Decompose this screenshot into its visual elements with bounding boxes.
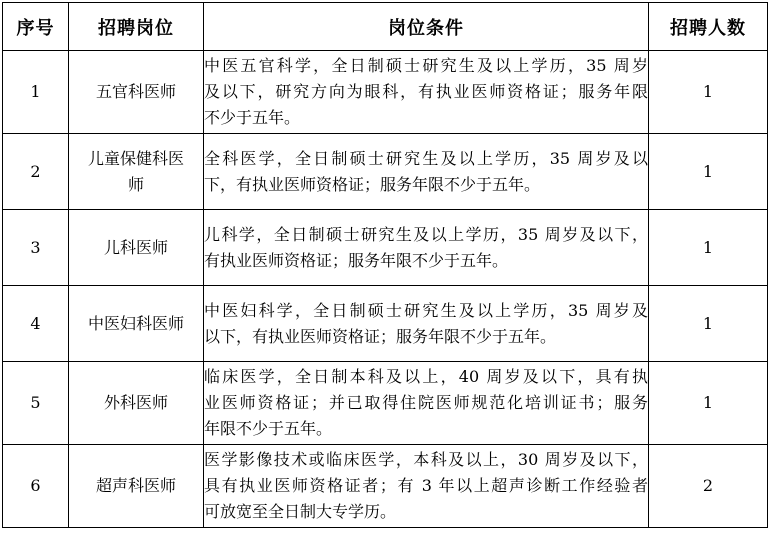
position-cell: [69, 445, 204, 528]
index-cell: 1: [3, 51, 69, 134]
condition-line: 业医师资格证；并已取得住院医师规范化培训证书；服务: [204, 393, 648, 412]
position-line: 师: [127, 174, 144, 194]
header-conditions: 岗位条件: [204, 3, 649, 51]
position-line: 儿科医师: [103, 237, 168, 257]
conditions-cell: [204, 445, 649, 528]
table-row: [3, 210, 768, 286]
condition-line: 全科医学，全日制硕士研究生及以上学历，35 周岁及以: [204, 148, 648, 168]
index-cell: 4: [3, 286, 69, 362]
position-line: 中医妇科医师: [87, 313, 184, 333]
condition-line: 有执业医师资格证；服务年限不少于五年。: [204, 250, 509, 270]
index-cell: 6: [3, 445, 69, 528]
condition-line: 以下，有执业医师资格证；服务年限不少于五年。: [204, 326, 557, 346]
position-cell: [69, 210, 204, 286]
table-row: [3, 445, 768, 528]
conditions-cell: [204, 362, 649, 445]
index-cell: 3: [3, 210, 69, 286]
table-row: [3, 362, 768, 445]
header-position: 招聘岗位: [69, 3, 204, 51]
condition-line: 及以下，研究方向为眼科，有执业医师资格证；服务年限: [204, 82, 648, 101]
condition-line: 可放宽至全日制大专学历。: [204, 502, 397, 521]
conditions-cell: [204, 286, 649, 362]
condition-line: 中医妇科学，全日制硕士研究生及以上学历，35 周岁及: [204, 300, 648, 320]
conditions-cell: [204, 134, 649, 210]
conditions-cell: [204, 51, 649, 134]
recruitment-table: [2, 2, 768, 528]
count-cell: 1: [649, 210, 768, 286]
position-line: 儿童保健科医: [87, 148, 184, 168]
conditions-cell: [204, 210, 649, 286]
count-cell: 1: [649, 362, 768, 445]
table-body: [3, 51, 768, 528]
position-cell: [69, 134, 204, 210]
condition-line: 年限不少于五年。: [204, 419, 333, 438]
index-cell: 5: [3, 362, 69, 445]
position-line: 超声科医师: [95, 476, 176, 495]
condition-line: 儿科学，全日制硕士研究生及以上学历，35 周岁及以下，: [204, 224, 648, 244]
count-cell: 2: [649, 445, 768, 528]
header-index: 序号: [3, 3, 69, 51]
count-cell: 1: [649, 51, 768, 134]
position-cell: [69, 362, 204, 445]
condition-line: 具有执业医师资格证者；有 3 年以上超声诊断工作经验者: [204, 476, 648, 495]
index-cell: 2: [3, 134, 69, 210]
condition-line: 医学影像技术或临床医学，本科及以上，30 周岁及以下，: [204, 450, 648, 469]
condition-line: 下，有执业医师资格证；服务年限不少于五年。: [204, 174, 541, 194]
position-cell: [69, 286, 204, 362]
condition-line: 不少于五年。: [204, 108, 301, 127]
condition-line: 临床医学，全日制本科及以上，40 周岁及以下，具有执: [204, 367, 648, 386]
count-cell: 1: [649, 134, 768, 210]
position-line: 五官科医师: [95, 82, 176, 101]
table-row: [3, 286, 768, 362]
header-count: 招聘人数: [649, 3, 768, 51]
position-line: 外科医师: [103, 393, 168, 412]
header-row: [3, 3, 768, 51]
table-row: [3, 134, 768, 210]
position-cell: [69, 51, 204, 134]
table-row: [3, 51, 768, 134]
count-cell: 1: [649, 286, 768, 362]
condition-line: 中医五官科学，全日制硕士研究生及以上学历，35 周岁: [204, 56, 648, 75]
